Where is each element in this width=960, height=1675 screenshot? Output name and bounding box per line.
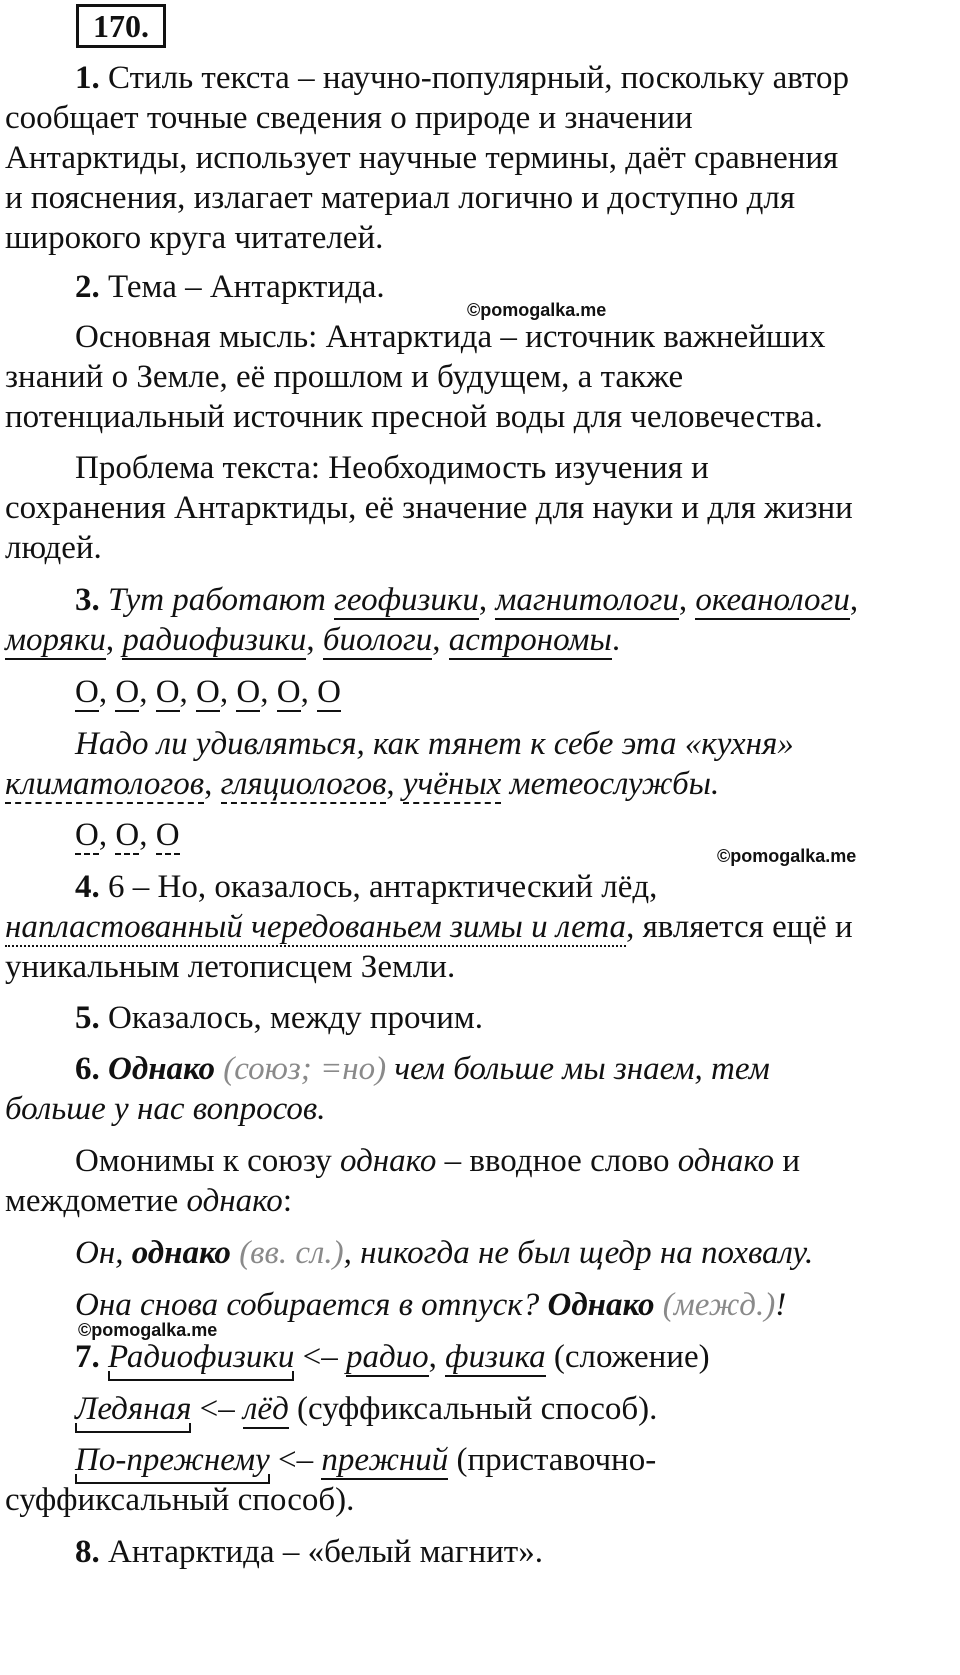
p6-example1: Он, однако (вв. сл.), никогда не был щедр на похвалу. (75, 1235, 814, 1271)
p6-line1: 6. Однако (союз; =но) чем больше мы знаем, тем (75, 1051, 770, 1087)
p6-line2: больше у нас вопросов. (5, 1091, 326, 1127)
p1-line3: Антарктиды, использует научные термины, даёт сравнения (5, 140, 839, 176)
p6-homonyms-line1: Омонимы к союзу однако – вводное слово однако и (75, 1143, 801, 1179)
p6-example2: Она снова собирается в отпуск? Однако (межд.)! (75, 1287, 787, 1323)
problem-line1: Проблема текста: Необходимость изучения и (75, 450, 709, 486)
watermark: ©pomogalka.me (717, 846, 857, 866)
watermark: ©pomogalka.me (467, 300, 607, 320)
idea-line2: знаний о Земле, её прошлом и будущем, а также (5, 359, 684, 395)
p7-row3-cont: суффиксальный способ). (5, 1482, 355, 1518)
idea-line1: Основная мысль: Антарктида – источник важнейших (75, 319, 826, 355)
p3-sentence2-line1: Надо ли удивляться, как тянет к себе эта «кухня» (75, 726, 794, 762)
p1-line2: сообщает точные сведения о природе и значении (5, 100, 693, 136)
p4-line1: 4. 6 – Но, оказалось, антарктический лёд, (75, 869, 658, 905)
p3-subjects-row: О, О, О, О, О, О, О (75, 674, 341, 710)
p4-line2: напластованный чередованьем зимы и лета, является ещё и (5, 909, 853, 945)
problem-line3: людей. (5, 530, 102, 566)
problem-line2: сохранения Антарктиды, её значение для науки и для жизни (5, 490, 853, 526)
p7-row2: Ледяная <– лёд (суффиксальный способ). (75, 1391, 658, 1427)
p3-line1: 3. Тут работают геофизики, магнитологи, океанологи, (75, 582, 859, 618)
p1-line5: широкого круга читателей. (5, 220, 384, 256)
p8: 8. Антарктида – «белый магнит». (75, 1534, 543, 1570)
p1-line4: и пояснения, излагает материал логично и доступно для (5, 180, 796, 216)
p6-homonyms-line2: междометие однако: (5, 1183, 292, 1219)
p4-line3: уникальным летописцем Земли. (5, 949, 456, 985)
watermark: ©pomogalka.me (78, 1320, 218, 1340)
p7-row3: По-прежнему <– прежний (приставочно- (75, 1442, 657, 1478)
p7-row1: 7. Радиофизики <– радио, физика (сложение) (75, 1339, 710, 1375)
p3-line2: моряки, радиофизики, биологи, астрономы. (5, 622, 621, 658)
p5: 5. Оказалось, между прочим. (75, 1000, 484, 1036)
idea-line3: потенциальный источник пресной воды для человечества. (5, 399, 823, 435)
p1-line1: 1. Стиль текста – научно-популярный, поскольку автор (75, 60, 849, 96)
p3-objects-row: О, О, О (75, 817, 180, 853)
task-number: 170. (76, 4, 166, 48)
p3-sentence2-line2: климатологов, гляциологов, учёных метеослужбы. (5, 766, 720, 802)
p2-theme: 2. Тема – Антарктида. (75, 269, 385, 305)
